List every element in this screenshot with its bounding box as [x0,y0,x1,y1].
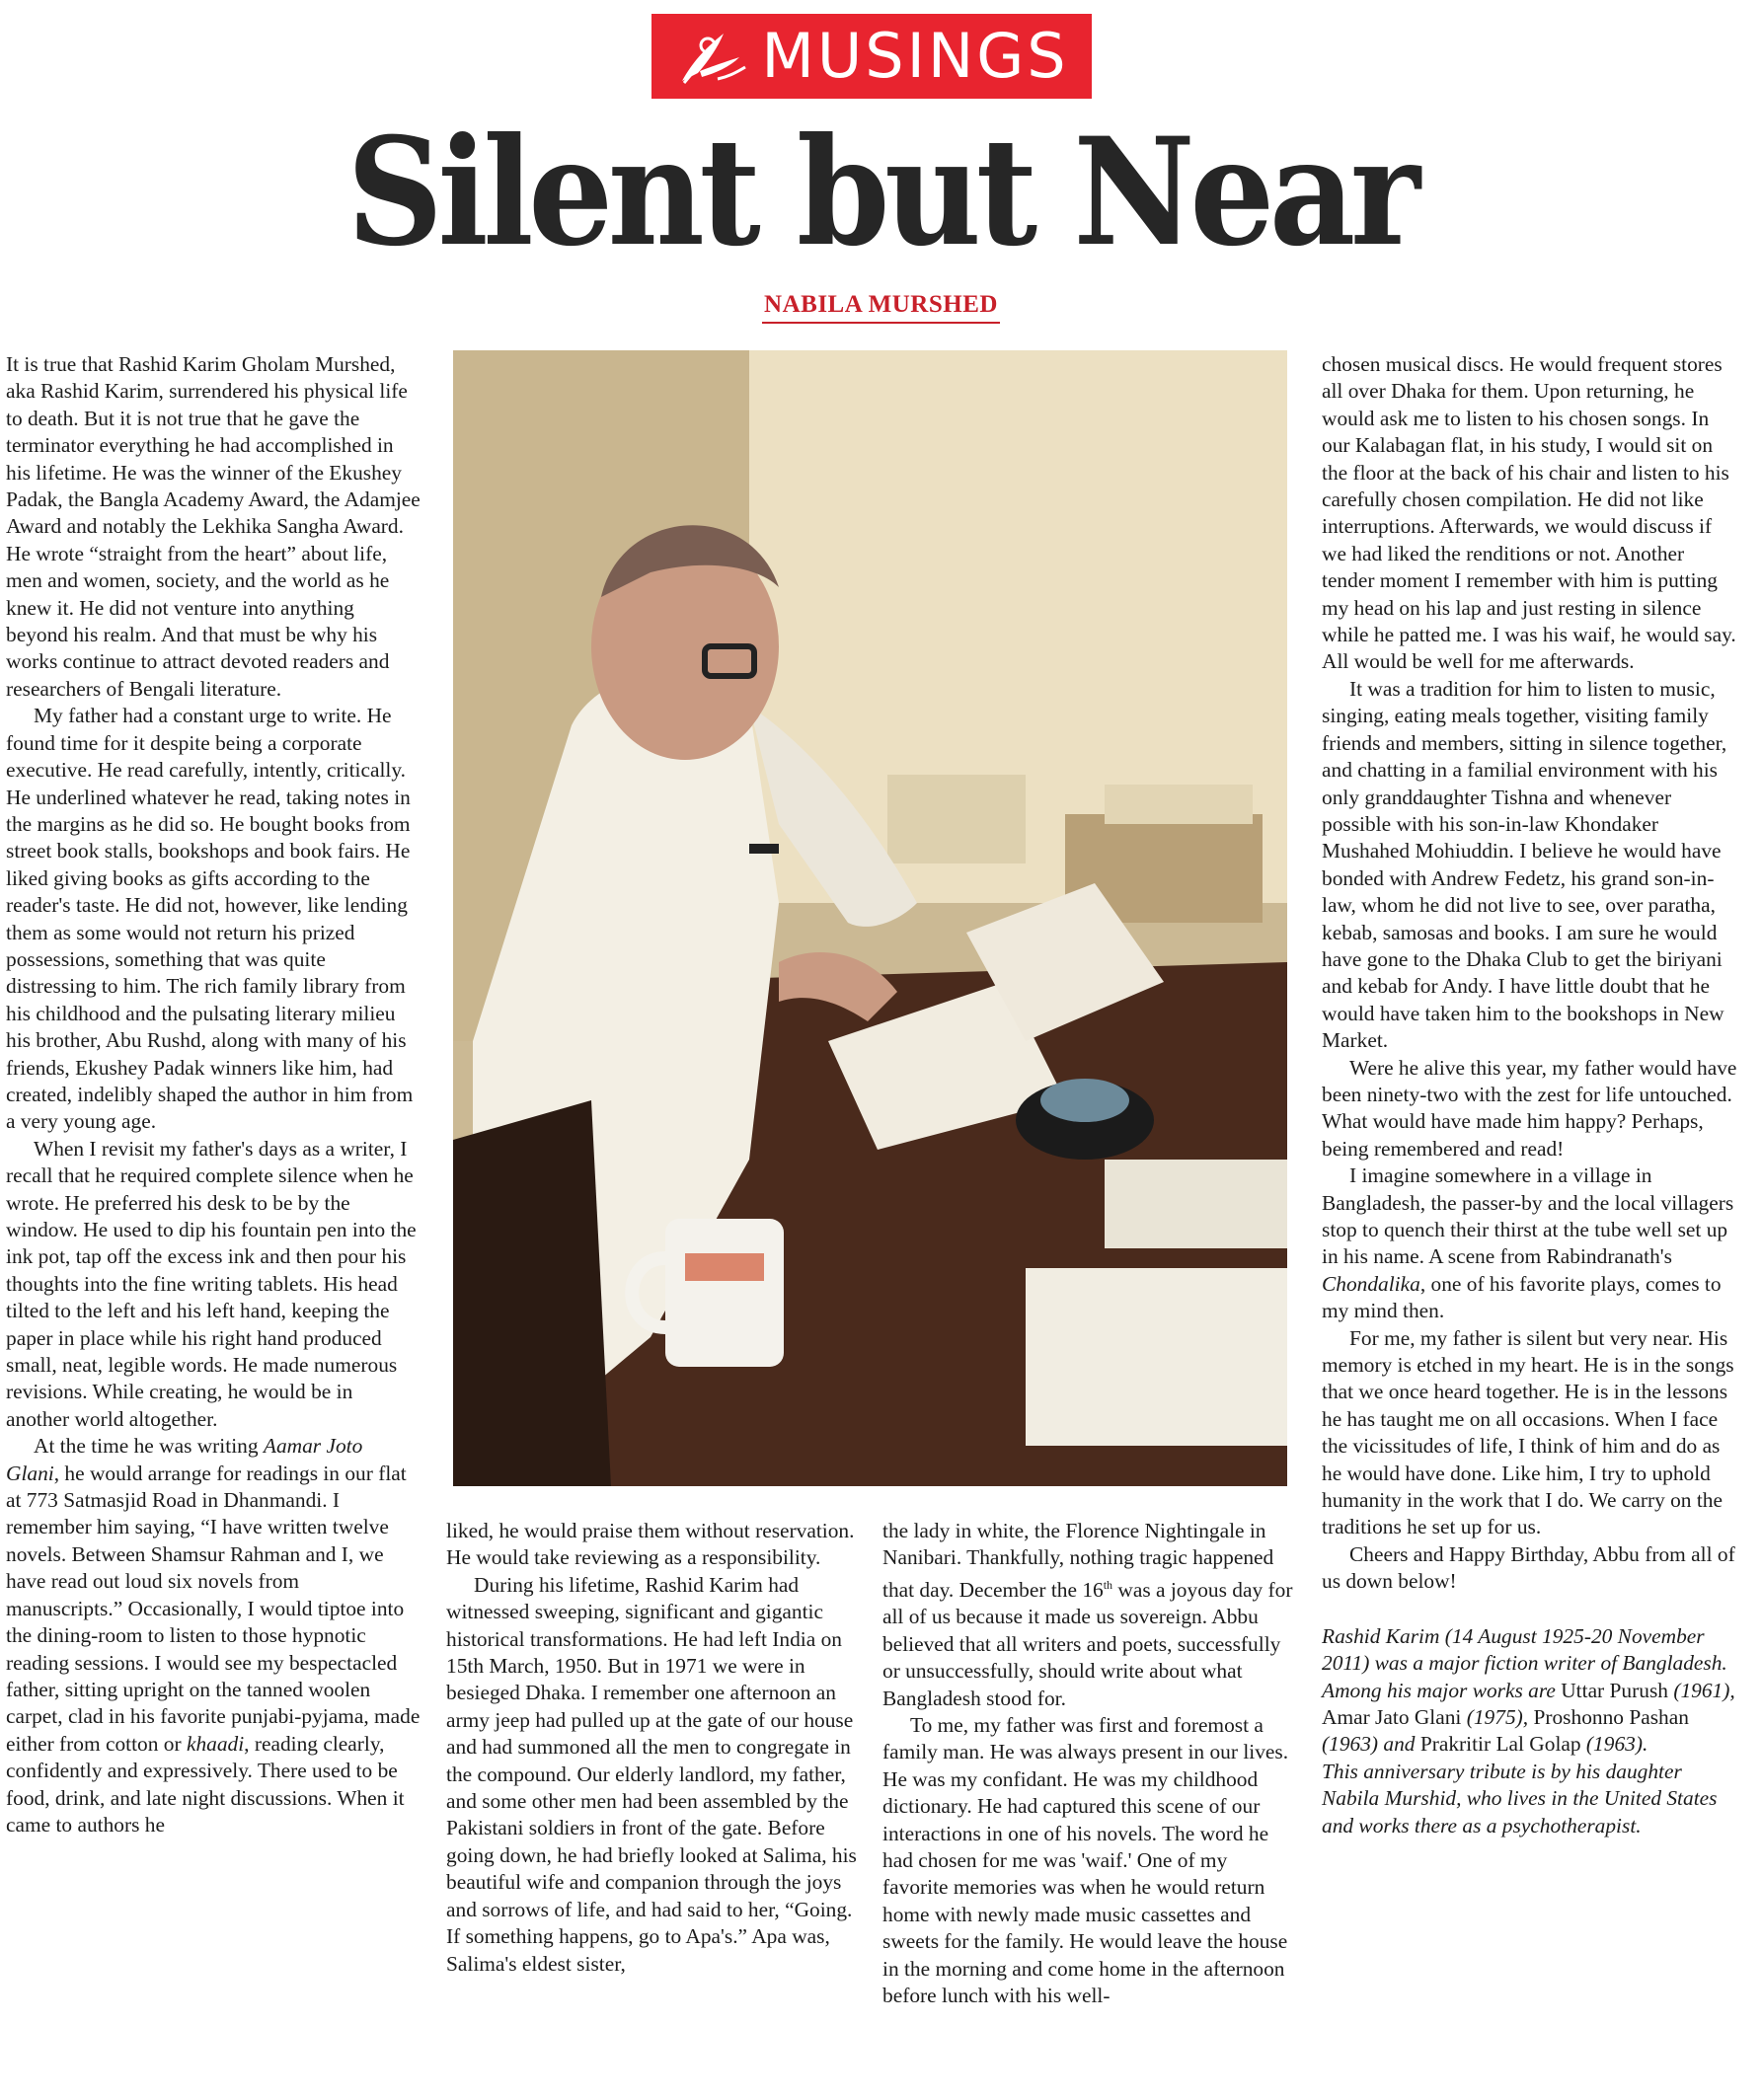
book-title: Aamar Joto Glani [6,1434,363,1485]
paragraph: liked, he would praise them without reservation. He would take reviewing as a responsibility. [446,1519,855,1570]
paragraph: During his lifetime, Rashid Karim had witnessed sweeping, significant and gigantic historical transformations. He had left India on 15th March, 1950. But in 1971 we were in besieged Dhaka. I remember one afternoon an army jeep had pulled up at the gate of our house and had summoned all the men to congregate in the compound. Our elderly landlord, my father, and some other men had been assembled by the Pakistani soldiers in front of the gate. Before going down, he had briefly looked at Salima, his beautiful wife and companion through the joys and sorrows of life, and had said to her, “Going. If something happens, go to Apa's.” Apa was, Salima's eldest sister, [446,1572,857,1976]
text-run: (1963) and [1322,1732,1420,1757]
column-2 [446,1518,859,1978]
byline-wrapper [0,291,1762,324]
text-run: , reading clearly, confidently and expressively. There used to be food, drink, and late night discussions. When it came to authors he [6,1731,405,1837]
text-run: was a joyous day for all of us because it made us sovereign. Abbu believed that all writers and poets, successfully or unsuccessfully, should write about what Bangladesh stood for. [882,1577,1293,1710]
work-title: Uttar Purush [1561,1678,1668,1702]
text-run: the lady in white, the Florence Nightingale in Nanibari. Thankfully, nothing tragic happened that day. December the 16 [882,1519,1274,1602]
text-run: I imagine somewhere in a village in Bangladesh, the passer-by and the local villagers stop to quench their thirst at the tube well set up in his name. A scene from Rabindranath's [1322,1163,1734,1269]
text-run: Rashid Karim (14 August 1925-20 November 2011) was a major fiction writer of Bangladesh. Among his major works are [1322,1623,1727,1702]
work-title: Proshonno Pashan [1533,1704,1689,1729]
paragraph: When I revisit my father's days as a writer, I recall that he required complete silence when he wrote. He preferred his desk to be by the window. He used to dip his fountain pen into the ink pot, tap off the excess ink and then pour his thoughts into the fine writing tablets. His head tilted to the left and his left hand, keeping the paper in place while his right hand produced small, neat, legible words. He made numerous revisions. While creating, he would be in another world altogether. [6,1136,417,1431]
text-run: At the time he was writing [34,1434,264,1459]
paragraph: To me, my father was first and foremost a family man. He was always present in our lives. He was my confidant. He was my childhood dictionary. He had captured this scene of our interactions in one of his novels. The word he had chosen for me was 'waif.' One of my favorite memories was when he would return home with newly made music cassettes and sweets for the family. He would leave the house in the morning and come home in the afternoon before lunch with his well- [882,1712,1289,2008]
paragraph: For me, my father is silent but very near. His memory is etched in my heart. He is in the songs that we once heard together. He is in the lessons he has taught me on all occasions. When I face the vicissitudes of life, I think of him and do as he would have done. Like him, I try to uphold humanity in the work that I do. We carry on the traditions he set up for us. [1322,1325,1734,1539]
text-run: , he would arrange for readings in our flat at 773 Satmasjid Road in Dhanmandi. I remember him saying, “I have written twelve novels. Between Shamsur Rahman and I, we have read out loud six novels from manuscripts.” Occasionally, I would tiptoe into the dining-room to listen to those hypnotic reading sessions. I would see my bespectacled father, sitting upright on the tanned woolen carpet, clad in his favorite punjabi-pyjama, made either from cotton or [6,1461,421,1756]
paragraph: My father had a constant urge to write. He found time for it despite being a corporate executive. He read carefully, intently, critically. He underlined whatever he read, taking notes in the margins as he did so. He bought books from street book stalls, bookshops and book fairs. He liked giving books as gifts according to the reader's taste. He did not, however, like lending them as some would not return his prized possessions, something that was quite distressing to him. The rich family library from his childhood and the pulsating literary milieu his brother, Abu Rushd, along with many of his friends, Ekushey Padak winners like him, had created, indelibly shaped the author in him from a very young age. [6,704,414,1134]
paragraph: Were he alive this year, my father would have been ninety-two with the zest for life untouched. What would have made him happy? Perhaps, being remembered and read! [1322,1055,1737,1161]
column-3 [882,1518,1295,2009]
work-title: Amar Jato Glani [1322,1704,1462,1729]
paragraph: It is true that Rashid Karim Gholam Murshed, aka Rashid Karim, surrendered his physical life to death. But it is not true that he gave the terminator everything he had accomplished in his lifetime. He was the winner of the Ekushey Padak, the Bangla Academy Award, the Adamjee Award and notably the Lekhika Sangha Award. He wrote “straight from the heart” about life, men and women, society, and the world as he knew it. He did not venture into anything beyond his realm. And that must be why his works continue to attract devoted readers and researchers of Bengali literature. [6,352,421,701]
photo-illustration [453,350,1287,1486]
column-4 [1322,351,1740,1839]
paragraph: chosen musical discs. He would frequent stores all over Dhaka for them. Upon returning, he would ask me to listen to his chosen songs. In our Kalabagan flat, in his study, I would sit on the floor at the back of his chair and listen to his carefully chosen compilation. He did not like interruptions. Afterwards, we would discuss if we had liked the renditions or not. Another tender moment I remember with him is putting my head on his lap and just resting in silence while he patted me. I was his waif, he would say. All would be well for me afterwards. [1322,352,1736,674]
section-banner [651,14,1092,99]
paragraph: Cheers and Happy Birthday, Abbu from all of us down below! [1322,1541,1735,1594]
italic-word: khaadi [186,1731,245,1756]
text-run: (1961), [1667,1678,1735,1702]
paragraph [6,1433,421,1838]
section-label: MUSINGS [761,20,1069,92]
column-1 [6,351,421,1838]
text-run: (1975), [1461,1704,1534,1729]
quill-pen-icon [674,24,751,89]
man-writing-at-desk-photo [453,350,1287,1486]
play-title: Chondalika [1322,1271,1420,1296]
paragraph [882,1518,1295,1712]
article-headline: Silent but Near [346,106,1416,279]
author-bio [1322,1623,1740,1839]
tribute-note: This anniversary tribute is by his daughter Nabila Murshid, who lives in the United States and works there as a psychotherapist. [1322,1759,1718,1838]
superscript: th [1103,1577,1113,1592]
work-title: Prakritir Lal Golap [1419,1732,1581,1757]
text-run: (1963). [1580,1732,1648,1757]
author-byline: NABILA MURSHED [762,291,1000,324]
text-run: , one of his favorite plays, comes to my mind then. [1322,1271,1722,1323]
paragraph: It was a tradition for him to listen to music, singing, eating meals together, visiting family friends and members, sitting in silence together, and chatting in a familial environment with his only granddaughter Tishna and whenever possible with his son-in-law Khondaker Mushahed Mohiuddin. I believe he would have bonded with Andrew Fedetz, his grand son-in-law, whom he did not live to see, over paratha, kebab, samosas and books. I am sure he would have gone to the Dhaka Club to get the biriyani and kebab for Andy. I have little doubt that he would have taken him to the bookshops in New Market. [1322,676,1727,1053]
paragraph [1322,1162,1740,1324]
